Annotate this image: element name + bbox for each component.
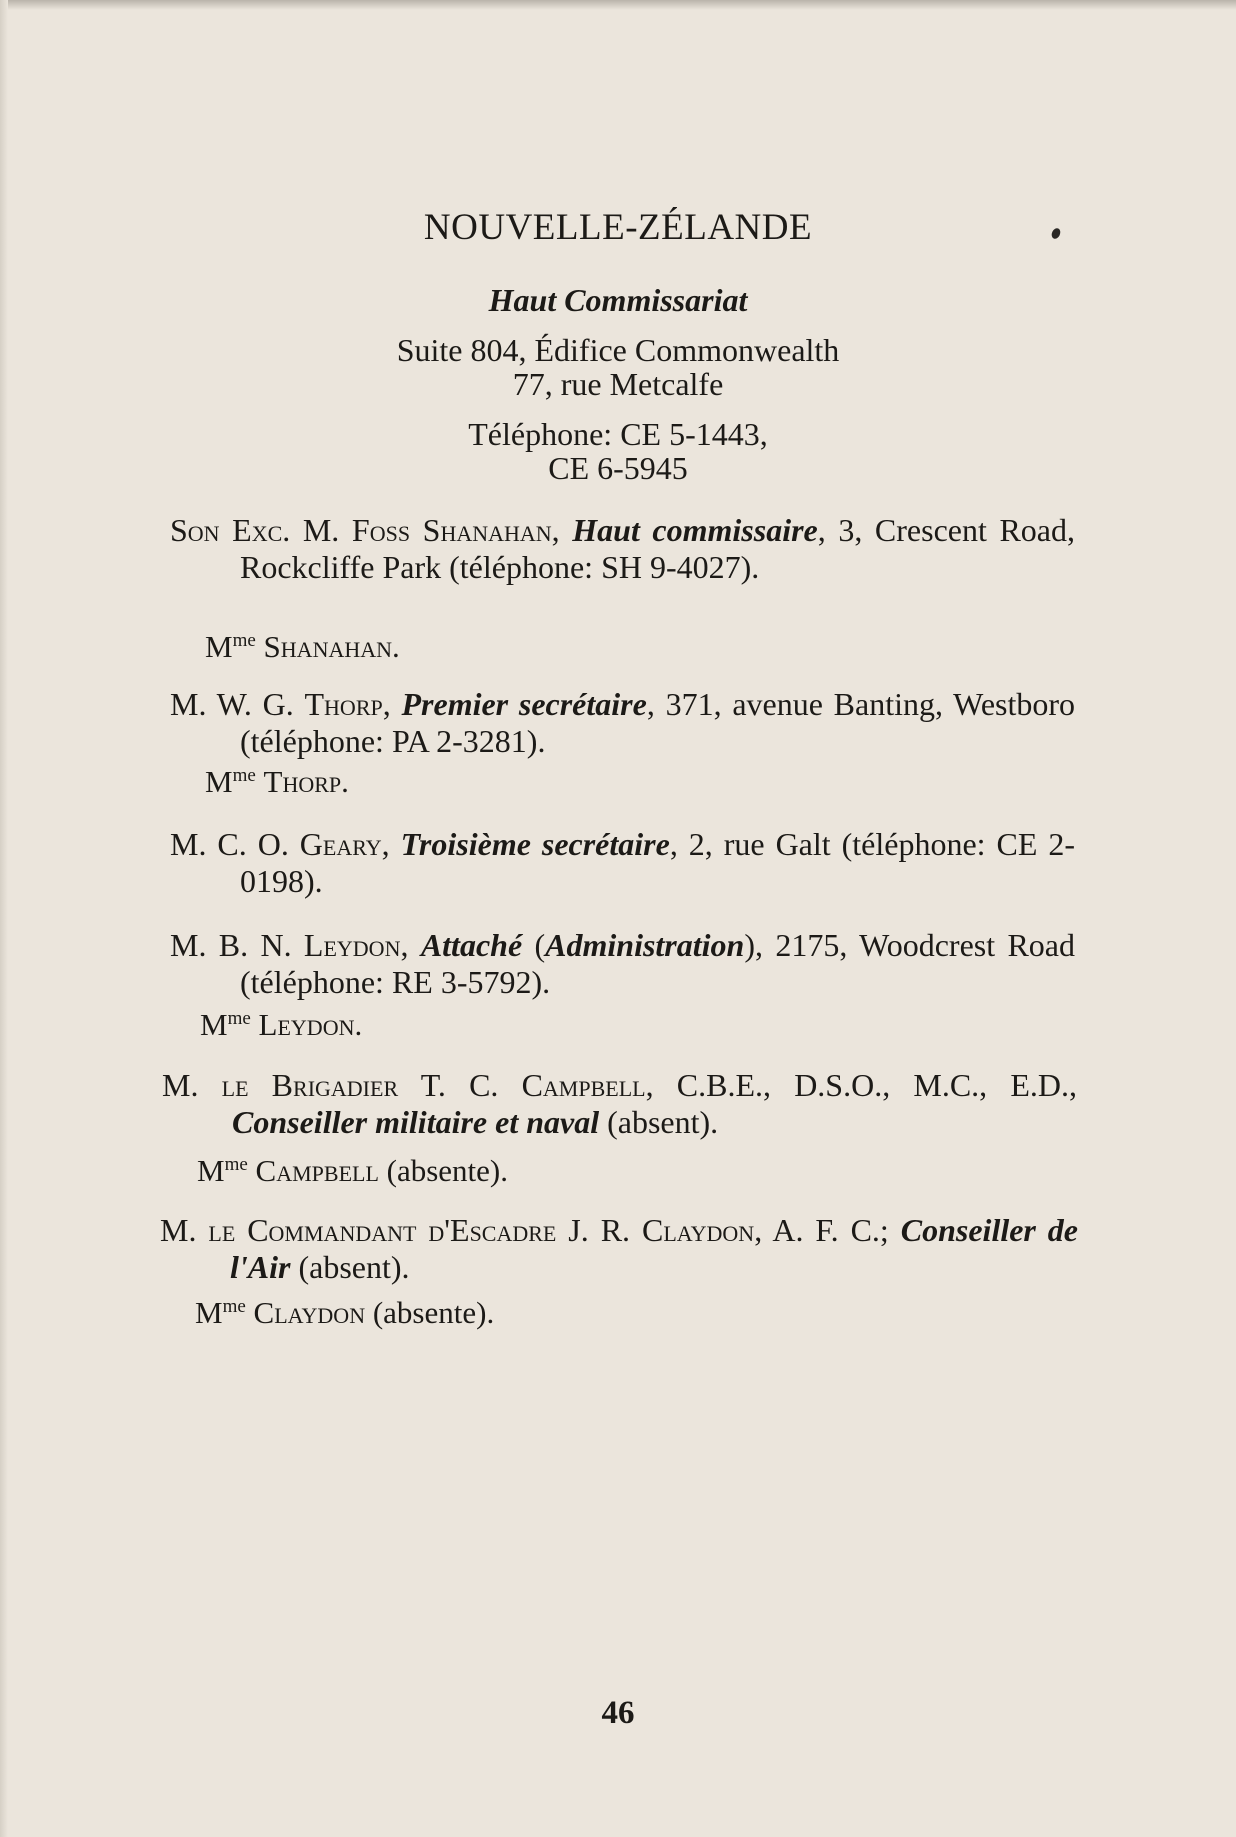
- entry-role: Conseiller militaire et naval: [232, 1104, 600, 1140]
- entry-separator: , C.B.E., D.S.O., M.C., E.D.,: [645, 1067, 1077, 1103]
- entry-role-detail: Administration: [545, 927, 745, 963]
- staff-entry-campbell: [162, 1067, 1077, 1141]
- spouse-superscript: me: [227, 1008, 251, 1029]
- entry-surname: Claydon: [641, 1212, 755, 1248]
- entry-details: , 371, avenue Banting, Westboro (téléphone: PA 2-3281).: [240, 686, 1076, 759]
- spouse-entry-leydon: [200, 1000, 362, 1043]
- section-heading: NOUVELLE-ZÉLANDE: [423, 207, 813, 248]
- entry-prefix: M.: [160, 1212, 209, 1248]
- entry-prefix: M. W. G.: [170, 686, 305, 722]
- entry-surname: Shanahan: [422, 512, 552, 548]
- entry-surname: Leydon: [303, 927, 401, 963]
- entry-separator: ,: [382, 686, 402, 722]
- spouse-status: (absente).: [378, 1153, 509, 1188]
- address-line-2: 77, rue Metcalfe: [512, 366, 724, 402]
- entry-separator: , A. F. C.;: [754, 1212, 901, 1248]
- spouse-name: Thorp.: [263, 764, 349, 799]
- staff-entry-geary: [170, 826, 1075, 900]
- page-top-edge: [0, 0, 1236, 10]
- entry-details: , 2, rue Galt (téléphone: CE 2-0198).: [240, 826, 1076, 899]
- entry-details: ), 2175, Woodcrest Road (téléphone: RE 3-5792).: [240, 927, 1076, 1000]
- spouse-entry-claydon: [195, 1288, 494, 1331]
- entry-prefix: Son Exc. M. Foss: [170, 512, 423, 548]
- spouse-entry-shanahan: [205, 622, 400, 665]
- page-left-edge: [0, 0, 8, 1837]
- entry-surname: Thorp: [304, 686, 383, 722]
- entry-surname: Campbell: [521, 1067, 646, 1103]
- entry-role: Attaché: [420, 927, 523, 963]
- office-subheading: Haut Commissariat: [488, 282, 748, 318]
- phone-line-1: Téléphone: CE 5-1443,: [468, 416, 768, 452]
- entry-details: , 3, Crescent Road, Rockcliffe Park (téléphone: SH 9-4027).: [240, 512, 1076, 585]
- entry-role: Troisième secrétaire: [400, 826, 670, 862]
- staff-entry-shanahan: [170, 512, 1075, 586]
- entry-role: Haut commissaire: [572, 512, 818, 548]
- spouse-superscript: me: [222, 1296, 246, 1317]
- spouse-name: Claydon: [253, 1295, 366, 1330]
- staff-entry-thorp: [170, 686, 1075, 760]
- entry-initials: J. R.: [556, 1212, 642, 1248]
- phone-line-2: CE 6-5945: [548, 450, 688, 486]
- entry-separator: ,: [551, 512, 573, 548]
- entry-initials: T. C.: [398, 1067, 522, 1103]
- spouse-superscript: me: [224, 1154, 248, 1175]
- entry-role: Conseiller de l'Air: [230, 1212, 1079, 1285]
- entry-details: (absent).: [599, 1104, 719, 1140]
- entry-prefix: M. B. N.: [170, 927, 304, 963]
- entry-prefix: M.: [162, 1067, 222, 1103]
- entry-role: Premier secrétaire: [401, 686, 647, 722]
- entry-separator: ,: [400, 927, 421, 963]
- entry-title: le Commandant d'Escadre: [208, 1212, 557, 1248]
- spouse-name: Campbell: [255, 1153, 379, 1188]
- spouse-prefix: M: [200, 1007, 228, 1042]
- entry-prefix: M. C. O.: [170, 826, 300, 862]
- entry-surname: Geary: [299, 826, 382, 862]
- spouse-prefix: M: [195, 1295, 223, 1330]
- spouse-prefix: M: [205, 764, 233, 799]
- spouse-superscript: me: [232, 630, 256, 651]
- address-line-1: Suite 804, Édifice Commonwealth: [396, 332, 840, 368]
- staff-entry-claydon: [160, 1212, 1078, 1286]
- spouse-prefix: M: [197, 1153, 225, 1188]
- entry-mid: (: [522, 927, 546, 963]
- page-number: 46: [601, 1695, 635, 1731]
- spouse-superscript: me: [232, 765, 256, 786]
- entry-title: le Brigadier: [221, 1067, 399, 1103]
- entry-separator: ,: [381, 826, 401, 862]
- spouse-entry-campbell: [197, 1146, 508, 1189]
- spouse-name: Shanahan.: [263, 629, 400, 664]
- entry-details: (absent).: [290, 1249, 410, 1285]
- staff-entry-leydon: [170, 927, 1075, 1001]
- spouse-name: Leydon.: [258, 1007, 363, 1042]
- spouse-prefix: M: [205, 629, 233, 664]
- spouse-status: (absente).: [365, 1295, 495, 1330]
- spouse-entry-thorp: [205, 757, 349, 800]
